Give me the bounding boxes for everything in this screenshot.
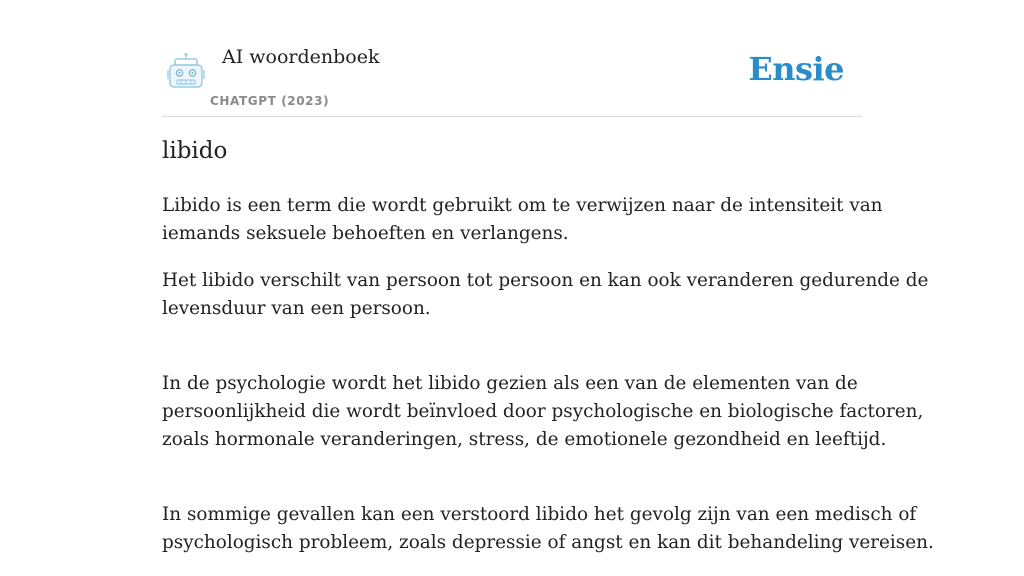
definition-paragraph <box>162 501 934 557</box>
definition-line: iemands seksuele behoeften en verlangens. <box>162 223 569 244</box>
definition-line: levensduur van een persoon. <box>162 298 431 319</box>
source-title[interactable]: AI woordenboek <box>222 46 380 68</box>
source-header <box>162 40 862 117</box>
definition-line: In de psychologie wordt het libido gezien als een van de elementen van de <box>162 373 858 394</box>
definition-line: Libido is een term die wordt gebruikt om te verwijzen naar de intensiteit van <box>162 195 883 216</box>
robot-icon <box>166 52 206 90</box>
definition-line: zoals hormonale veranderingen, stress, de emotionele gezondheid en leeftijd. <box>162 429 887 450</box>
definition-line: persoonlijkheid die wordt beïnvloed door psychologische en biologische factoren, <box>162 401 924 422</box>
definition-line: Het libido verschilt van persoon tot persoon en kan ook veranderen gedurende de <box>162 270 929 291</box>
definition-paragraph <box>162 267 929 323</box>
definition-line: In sommige gevallen kan een verstoord libido het gevolg zijn van een medisch of <box>162 504 917 525</box>
brand-logo-link[interactable]: Ensie <box>748 50 844 88</box>
definition-line: psychologisch probleem, zoals depressie of angst en kan dit behandeling vereisen. <box>162 532 934 553</box>
definition-paragraph <box>162 192 883 248</box>
source-meta: CHATGPT (2023) <box>210 94 330 108</box>
entry-term: libido <box>162 138 228 164</box>
entry-definition <box>162 192 934 576</box>
definition-paragraph <box>162 370 924 454</box>
